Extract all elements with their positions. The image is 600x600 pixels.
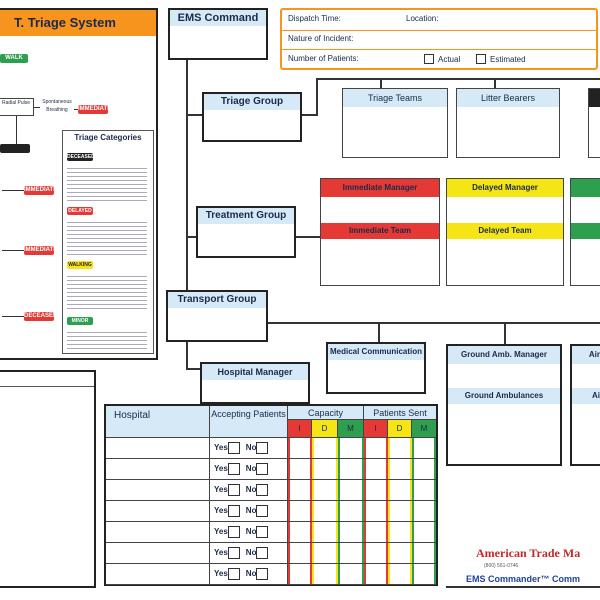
connector: [186, 236, 196, 238]
minor-team-header-partial: [571, 223, 600, 239]
connector: [504, 322, 506, 344]
triage-teams-box: [342, 88, 448, 158]
category-tag-minor: MINOR: [67, 317, 93, 325]
accepting-cell: [210, 438, 288, 459]
triage-teams-title: Triage Teams: [343, 89, 447, 107]
brand-phone: (800) 561-0746: [484, 563, 519, 569]
triage-group-title: Triage Group: [204, 94, 300, 110]
triage-group-box: [202, 92, 302, 142]
ground-amb-manager-title: Ground Amb. Manager: [448, 346, 560, 364]
accepting-cell: [210, 480, 288, 501]
deceased-flow-tag: [0, 144, 30, 153]
number-of-patients-label: Number of Patients:: [288, 54, 359, 63]
partial-box-right: [588, 88, 600, 158]
no-label: No: [245, 548, 257, 558]
medical-communication-box: [326, 342, 426, 394]
dispatch-info-box: [280, 8, 598, 70]
connector: [186, 114, 202, 116]
table-row: [106, 564, 436, 585]
actual-checkbox[interactable]: [424, 54, 434, 64]
accepting-patients-header: Accepting Patients: [210, 406, 288, 438]
no-label: No: [245, 527, 257, 537]
immediate-tag-2: IMMEDIATE: [24, 187, 58, 193]
treatment-group-title: Treatment Group: [198, 208, 294, 224]
brand-name: American Trade Ma: [476, 546, 581, 560]
no-checkbox[interactable]: [256, 526, 268, 538]
hospital-name-cell[interactable]: [106, 522, 210, 543]
partial-header-dark: [589, 89, 600, 107]
sent-delayed-subheader: D: [388, 420, 412, 438]
hospital-name-cell[interactable]: [106, 438, 210, 459]
category-tag-walking: WALKING: [68, 262, 92, 268]
dispatch-time-label: Dispatch Time:: [288, 14, 341, 23]
flow-line: [2, 316, 24, 317]
category-text-lines: [67, 273, 147, 309]
litter-bearers-box: [456, 88, 560, 158]
table-row: [106, 459, 436, 480]
connector: [302, 114, 316, 116]
no-checkbox[interactable]: [256, 484, 268, 496]
ground-ambulance-box: [446, 344, 562, 466]
hospital-name-cell[interactable]: [106, 564, 210, 585]
category-text-lines: [67, 165, 147, 201]
connector: [494, 78, 496, 88]
yes-checkbox[interactable]: [228, 442, 240, 454]
triage-categories-box: [62, 130, 154, 354]
table-row: [106, 480, 436, 501]
yes-label: Yes: [214, 548, 228, 558]
table-row: [106, 438, 436, 459]
yes-checkbox[interactable]: [228, 505, 240, 517]
air-sub-title-partial: Ai: [572, 388, 600, 404]
triage-system-panel: [0, 8, 158, 360]
delayed-team-header: Delayed Team: [447, 223, 563, 239]
sent-immediate-subheader: I: [364, 420, 388, 438]
yes-checkbox[interactable]: [228, 547, 240, 559]
yes-label: Yes: [214, 527, 228, 537]
estimated-label: Estimated: [490, 55, 526, 64]
category-text-lines: [67, 219, 147, 255]
yes-label: Yes: [214, 506, 228, 516]
connector: [380, 78, 382, 88]
no-label: No: [245, 506, 257, 516]
yes-checkbox[interactable]: [228, 526, 240, 538]
flow-line: [16, 116, 17, 144]
air-title-partial: Air: [572, 346, 600, 364]
connector: [378, 322, 380, 342]
spontaneous-breathing-box: Spontaneous Breathing: [42, 99, 72, 113]
flow-line: [2, 250, 24, 251]
estimated-checkbox[interactable]: [476, 54, 486, 64]
footer-rule: [446, 586, 600, 588]
walk-tag: WALK: [0, 54, 28, 63]
ground-ambulances-title: Ground Ambulances: [448, 388, 560, 404]
yes-checkbox[interactable]: [228, 463, 240, 475]
table-row: [106, 501, 436, 522]
dispatch-rule: [282, 30, 596, 31]
no-checkbox[interactable]: [256, 547, 268, 559]
immediate-tag-4: DECEASED: [24, 313, 58, 319]
ems-command-box: [168, 8, 268, 60]
patients-sent-header: Patients Sent: [364, 406, 436, 420]
notes-rule: [0, 386, 94, 387]
no-label: No: [245, 569, 257, 579]
yes-checkbox[interactable]: [228, 484, 240, 496]
accepting-cell: [210, 459, 288, 480]
category-tag-deceased: DECEASED: [67, 154, 95, 160]
minor-manager-header-partial: [571, 179, 600, 197]
radial-pulse-box: Radial Pulse: [0, 98, 34, 116]
transport-group-title: Transport Group: [168, 292, 266, 308]
nature-of-incident-label: Nature of Incident:: [288, 34, 354, 43]
dispatch-rule: [282, 49, 596, 50]
delayed-manager-header: Delayed Manager: [447, 179, 563, 197]
capacity-header: Capacity: [288, 406, 364, 420]
location-label: Location:: [406, 14, 439, 23]
hospital-name-cell[interactable]: [106, 543, 210, 564]
connector: [316, 78, 600, 80]
table-row: [106, 543, 436, 564]
flow-line: [2, 190, 24, 191]
hospital-header: Hospital: [106, 406, 210, 438]
immediate-column: [320, 178, 440, 286]
triage-system-title: T. Triage System: [14, 15, 116, 30]
product-name: EMS Commander™ Comm: [466, 574, 581, 584]
category-tag-delayed: DELAYED: [68, 208, 92, 214]
hospital-table-frame: [104, 404, 438, 586]
air-box-partial: [570, 344, 600, 466]
table-row: [106, 522, 436, 543]
connector: [268, 322, 600, 324]
transport-group-box: [166, 290, 268, 342]
notes-box: [0, 370, 96, 588]
connector: [296, 236, 320, 238]
triage-system-title-bar: [0, 10, 156, 36]
medical-communication-title: Medical Communication: [328, 344, 424, 360]
hospital-manager-title: Hospital Manager: [202, 364, 308, 380]
yes-label: Yes: [214, 569, 228, 579]
capacity-minor-subheader: M: [338, 420, 364, 438]
delayed-column: [446, 178, 564, 286]
litter-bearers-title: Litter Bearers: [457, 89, 559, 107]
accepting-cell: [210, 543, 288, 564]
hospital-name-cell[interactable]: [106, 480, 210, 501]
treatment-group-box: [196, 206, 296, 258]
immediate-manager-header: Immediate Manager: [321, 179, 439, 197]
hospital-name-cell[interactable]: [106, 501, 210, 522]
no-checkbox[interactable]: [256, 505, 268, 517]
accepting-cell: [210, 564, 288, 585]
ems-command-title: EMS Command: [170, 10, 266, 26]
immediate-tag-1: IMMEDIATE: [78, 106, 112, 112]
yes-label: Yes: [214, 443, 228, 453]
no-checkbox[interactable]: [256, 463, 268, 475]
no-checkbox[interactable]: [256, 568, 268, 580]
accepting-cell: [210, 522, 288, 543]
flow-line: [34, 107, 40, 108]
capacity-immediate-subheader: I: [288, 420, 312, 438]
capacity-delayed-subheader: D: [312, 420, 338, 438]
no-label: No: [245, 464, 257, 474]
yes-label: Yes: [214, 485, 228, 495]
yes-label: Yes: [214, 464, 228, 474]
triage-categories-title: Triage Categories: [74, 133, 142, 142]
no-checkbox[interactable]: [256, 442, 268, 454]
minor-column-partial: [570, 178, 600, 286]
connector: [316, 78, 318, 116]
accepting-cell: [210, 501, 288, 522]
category-text-lines: [67, 329, 147, 349]
no-label: No: [245, 485, 257, 495]
no-label: No: [245, 443, 257, 453]
immediate-team-header: Immediate Team: [321, 223, 439, 239]
hospital-name-cell[interactable]: [106, 459, 210, 480]
actual-label: Actual: [438, 55, 461, 64]
hospital-manager-box: [200, 362, 310, 404]
immediate-tag-3: IMMEDIATE: [24, 247, 58, 253]
yes-checkbox[interactable]: [228, 568, 240, 580]
sent-minor-subheader: M: [412, 420, 436, 438]
flow-line: [74, 109, 78, 110]
